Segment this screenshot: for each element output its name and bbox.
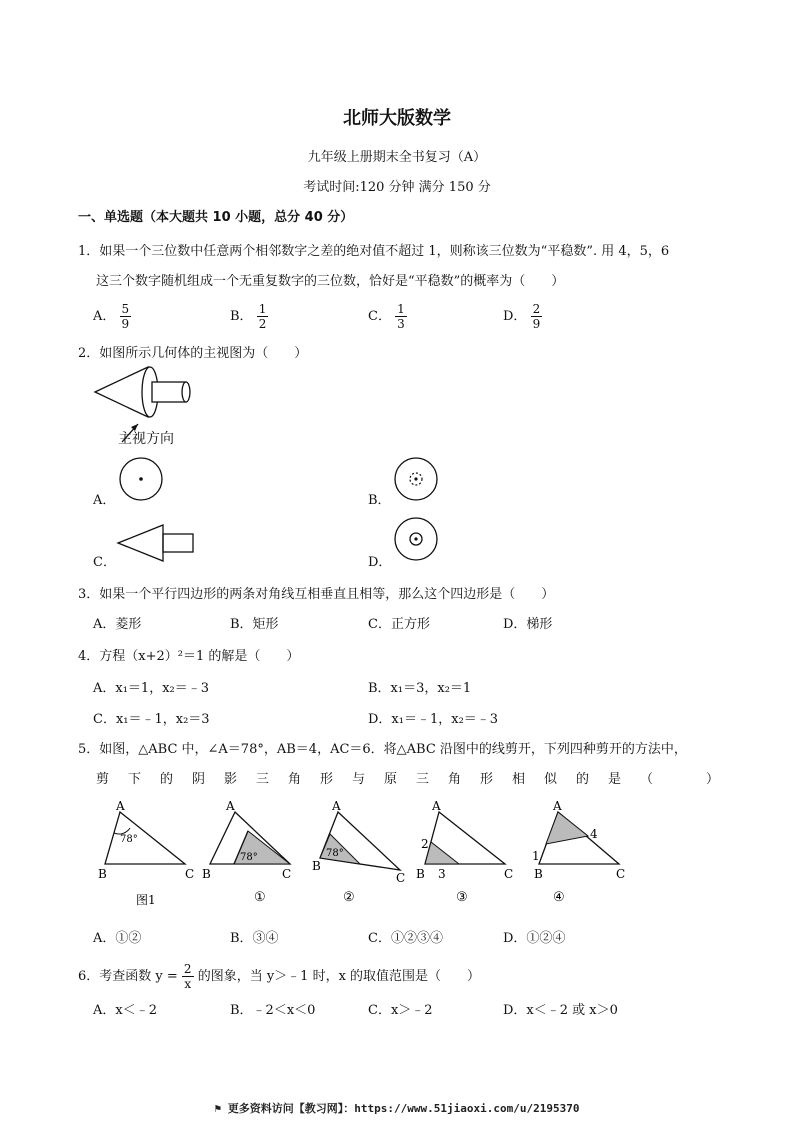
q5-figure-group	[90, 798, 650, 910]
q3-stem: 3．如果一个平行四边形的两条对角线互相垂直且相等，那么这个四边形是（ ）	[78, 587, 555, 602]
q1-option-a-letter: A．	[93, 309, 116, 324]
q5-figure-1	[98, 799, 194, 907]
q1-stem-line1: 1．如果一个三位数中任意两个相邻数字之差的绝对值不超过 1，则称该三位数为“平稳数”. 用 4，5，6	[78, 244, 670, 259]
q2-option-b-figure[interactable]	[392, 455, 442, 505]
fig-opt4-num-1: 1	[532, 849, 540, 863]
fig-opt4-num-4: 4	[590, 827, 598, 841]
q5-stem-line1: 5．如图，△ABC 中，∠A＝78°，AB＝4，AC＝6．将△ABC 沿图中的线剪开，下列四种剪开的方法中，	[78, 742, 687, 757]
q5-option-c[interactable]: C．①②③④	[368, 931, 443, 946]
fig-opt4-label-b: B	[534, 867, 543, 881]
fig-opt1-label-c: C	[282, 867, 292, 881]
q3-option-c[interactable]: C．正方形	[368, 617, 430, 632]
q4-option-d[interactable]: D．x₁＝﹣1，x₂＝﹣3	[368, 712, 499, 727]
cone-shape	[95, 367, 148, 417]
fig-opt3-num-3: 3	[438, 867, 446, 881]
q5-option-d[interactable]: D．①②④	[503, 931, 566, 946]
exam-time-info: 考试时间:120 分钟 满分 150 分	[303, 180, 491, 195]
fig1-angle-label: 78°	[120, 834, 138, 845]
q5-figure-option-3	[416, 799, 513, 905]
cylinder-end	[182, 382, 190, 402]
fig1-caption: 图1	[136, 893, 156, 907]
fig-opt1-label-a: A	[226, 799, 235, 813]
footer-link[interactable]: ⚑ 更多资料访问【教习网】：https://www.51jiaoxi.com/u/2195370	[214, 1102, 580, 1115]
fig-opt4-label-c: C	[616, 867, 626, 881]
fig1-label-c: C	[185, 867, 195, 881]
q1-option-a-fraction: $\frac{5}{9}$	[121, 302, 130, 331]
q6-option-c[interactable]: C．x＞﹣2	[368, 1003, 433, 1018]
q1-option-d-fraction: $\frac{2}{9}$	[532, 302, 541, 331]
q3-option-a[interactable]: A．菱形	[93, 617, 142, 632]
fig-opt2-label-a: A	[332, 799, 341, 813]
fig-opt1-label-b: B	[202, 867, 211, 881]
fig-opt3-caption: ③	[456, 890, 468, 905]
q6-option-b[interactable]: B．﹣2＜x＜0	[230, 1003, 316, 1018]
q6-stem	[78, 962, 480, 991]
q5-stem-line2: 剪下的阴影三角形与原三角形相似的是（	[96, 772, 673, 787]
section-heading: 一、单选题（本大题共 10 小题，总分 40 分）	[78, 210, 354, 225]
q5-figure-option-4	[532, 799, 625, 905]
cylinder-shape	[152, 382, 186, 402]
q6-option-a[interactable]: A．x＜﹣2	[93, 1003, 157, 1018]
fig-opt3-label-b: B	[416, 867, 425, 881]
fig1-label-a: A	[116, 799, 125, 813]
q2-option-c-figure[interactable]	[115, 522, 200, 567]
q4-stem: 4．方程（x+2）²＝1 的解是（ ）	[78, 649, 300, 664]
q1-option-a[interactable]	[93, 302, 131, 331]
fig-opt2-label-c: C	[396, 871, 406, 885]
q5-figure-option-1	[202, 799, 291, 905]
fig-opt2-label-b: B	[312, 859, 321, 873]
q6-option-d[interactable]: D．x＜﹣2 或 x＞0	[503, 1003, 618, 1018]
q5-option-b[interactable]: B．③④	[230, 931, 279, 946]
q6-stem-post: 的图象，当 y＞﹣1 时，x 的取值范围是（ ）	[197, 969, 481, 984]
q2-option-b-label[interactable]: B．	[368, 493, 391, 508]
q1-option-c[interactable]	[368, 302, 407, 331]
document-title: 北师大版数学	[343, 108, 451, 129]
fig-opt4-caption: ④	[553, 890, 565, 905]
q5-stem-line2-end: ）	[706, 772, 720, 787]
fig-opt3-label-c: C	[504, 867, 514, 881]
q3-option-b[interactable]: B．矩形	[230, 617, 279, 632]
q4-option-a[interactable]: A．x₁＝1，x₂＝﹣3	[93, 681, 210, 696]
fig-opt3-num-2: 2	[421, 837, 429, 851]
q1-stem-line2: 这三个数字随机组成一个无重复数字的三位数，恰好是“平稳数”的概率为（ ）	[96, 274, 565, 289]
q2-option-a-figure[interactable]	[117, 455, 167, 505]
q3-option-d[interactable]: D．梯形	[503, 617, 553, 632]
fig-opt1-angle: 78°	[240, 852, 258, 863]
q2-view-direction-label: 主视方向	[118, 431, 174, 447]
fig-opt2-caption: ②	[343, 890, 355, 905]
q4-option-c[interactable]: C．x₁＝﹣1，x₂＝3	[93, 712, 210, 727]
q2-option-d-label[interactable]: D．	[368, 555, 392, 570]
fig-opt4-label-a: A	[553, 799, 562, 813]
q1-option-c-letter: C．	[368, 309, 391, 324]
fig-opt1-caption: ①	[254, 890, 266, 905]
q4-option-b[interactable]: B．x₁＝3，x₂＝1	[368, 681, 472, 696]
q5-option-a[interactable]: A．①②	[93, 931, 142, 946]
q2-stem: 2．如图所示几何体的主视图为（ ）	[78, 346, 308, 361]
fig1-label-b: B	[98, 867, 107, 881]
q6-fraction: $\frac{2}{x}$	[183, 962, 192, 991]
q2-option-d-figure[interactable]	[392, 515, 442, 565]
q1-option-c-fraction: $\frac{1}{3}$	[397, 302, 405, 331]
fig-opt3-label-a: A	[432, 799, 441, 813]
q2-option-a-label[interactable]: A．	[93, 493, 116, 508]
fig-opt2-angle: 78°	[326, 848, 344, 859]
q6-stem-pre: 6．考查函数 y =	[78, 969, 178, 984]
q5-figure-option-2	[312, 799, 405, 905]
q1-option-d-letter: D．	[503, 309, 527, 324]
document-subtitle: 九年级上册期末全书复习（A）	[307, 150, 487, 165]
q1-option-d[interactable]	[503, 302, 542, 331]
q1-option-b-fraction: $\frac{1}{2}$	[258, 302, 267, 331]
q1-option-b-letter: B．	[230, 309, 253, 324]
q1-option-b[interactable]	[230, 302, 268, 331]
q2-option-c-label[interactable]: C．	[93, 555, 116, 570]
